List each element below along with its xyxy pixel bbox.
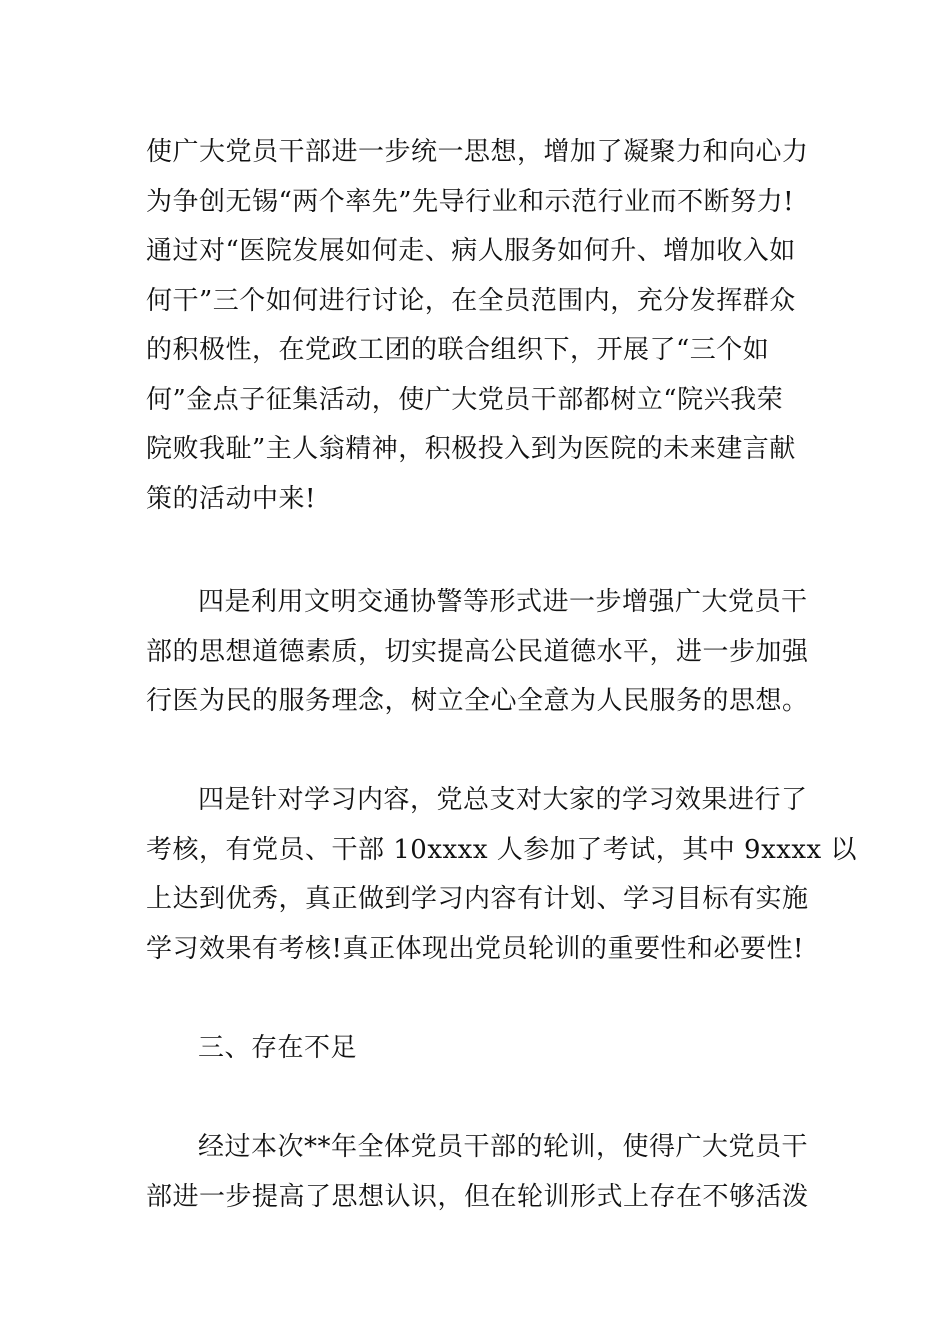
text-line: 院败我耻”主人翁精神，积极投入到为医院的未来建言献 xyxy=(146,434,796,464)
text-line: 何”金点子征集活动，使广大党员干部都树立“院兴我荣 xyxy=(146,384,784,415)
text-line: 的积极性，在党政工团的联合组织下，开展了“三个如 xyxy=(146,335,770,365)
text-line: 行医为民的服务理念，树立全心全意为人民服务的思想。 xyxy=(146,686,809,716)
paragraph-assessment xyxy=(146,776,857,974)
paragraph-civility-traffic xyxy=(146,578,809,727)
text-line: 上达到优秀，真正做到学习内容有计划、学习目标有实施 xyxy=(146,884,809,914)
text-line: 策的活动中来! xyxy=(146,483,316,514)
section-heading xyxy=(146,1024,806,1074)
text-line: 何干”三个如何进行讨论，在全员范围内，充分发挥群众 xyxy=(146,285,796,316)
text-line: 为争创无锡“两个率先”先导行业和示范行业而不断努力! xyxy=(146,186,795,217)
text-line: 学习效果有考核!真正体现出党员轮训的重要性和必要性! xyxy=(146,933,804,964)
text-line: 部进一步提高了思想认识，但在轮训形式上存在不够活泼 xyxy=(146,1181,809,1212)
paragraph-shortcomings xyxy=(146,1123,809,1222)
paragraph-continuation xyxy=(146,128,809,524)
text-line: 使广大党员干部进一步统一思想，增加了凝聚力和向心力 xyxy=(146,137,809,167)
text-line: 四是利用文明交通协警等形式进一步增强广大党员干 xyxy=(198,587,808,617)
heading-line: 三、存在不足 xyxy=(198,1033,358,1063)
text-line: 四是针对学习内容，党总支对大家的学习效果进行了 xyxy=(198,785,808,815)
text-line: 经过本次**年全体党员干部的轮训，使得广大党员干 xyxy=(198,1132,809,1162)
text-line: 考核，有党员、干部 10xxxx 人参加了考试，其中 9xxxx 以 xyxy=(146,834,857,865)
text-line: 通过对“医院发展如何走、病人服务如何升、增加收入如 xyxy=(146,236,796,266)
text-line: 部的思想道德素质，切实提高公民道德水平，进一步加强 xyxy=(146,636,809,667)
